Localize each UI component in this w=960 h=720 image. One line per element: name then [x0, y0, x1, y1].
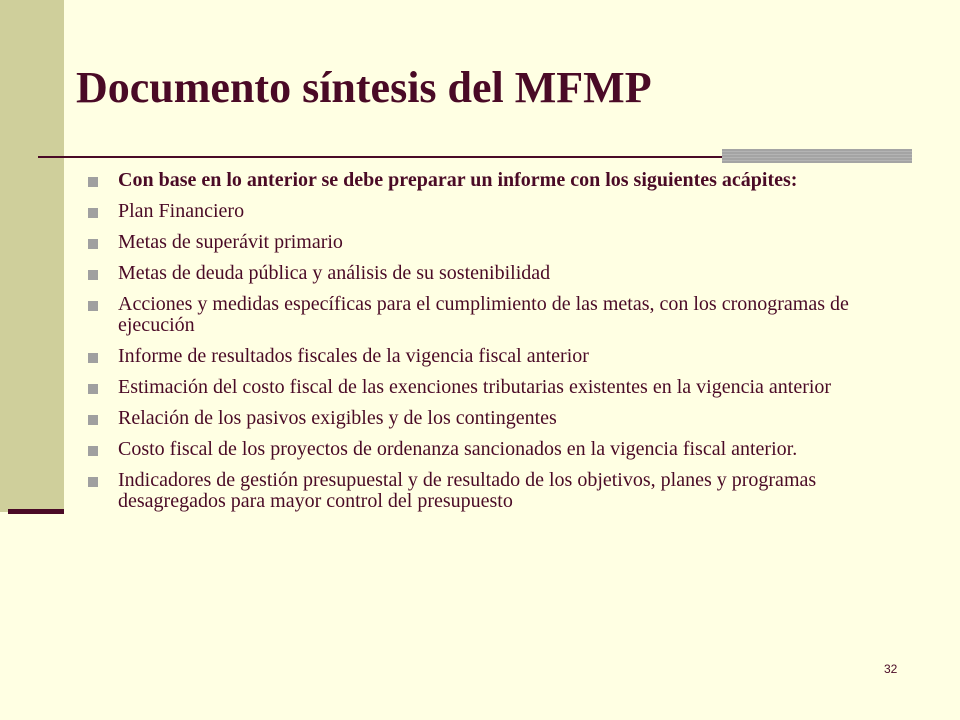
left-accent-band: [0, 0, 64, 512]
bullet-text: Informe de resultados fiscales de la vigencia fiscal anterior: [118, 345, 589, 367]
page-number: 32: [884, 662, 898, 676]
square-bullet-icon: [88, 239, 98, 249]
square-bullet-icon: [88, 384, 98, 394]
slide-title: Documento síntesis del MFMP: [76, 63, 652, 112]
title-underline-gray-block: [722, 149, 912, 163]
left-band-accent-bar: [8, 509, 64, 514]
square-bullet-icon: [88, 446, 98, 456]
bullet-item: [88, 439, 928, 460]
bullet-item: [88, 201, 928, 222]
bullet-text: Costo fiscal de los proyectos de ordenanza sancionados en la vigencia fiscal anterior.: [118, 438, 798, 460]
bullet-text: Relación de los pasivos exigibles y de los contingentes: [118, 407, 557, 429]
bullet-text: Con base en lo anterior se debe preparar un informe con los siguientes acápites:: [118, 169, 798, 191]
bullet-item: [88, 294, 928, 336]
bullet-item: [88, 170, 928, 191]
bullet-text: Metas de deuda pública y análisis de su sostenibilidad: [118, 262, 551, 284]
bullet-item: [88, 377, 928, 398]
square-bullet-icon: [88, 177, 98, 187]
bullet-item: [88, 408, 928, 429]
bullet-text: Plan Financiero: [118, 200, 245, 222]
square-bullet-icon: [88, 415, 98, 425]
bullet-list: [88, 170, 928, 522]
square-bullet-icon: [88, 208, 98, 218]
bullet-text: Estimación del costo fiscal de las exenciones tributarias existentes en la vigencia anterior: [118, 376, 832, 398]
bullet-text: Metas de superávit primario: [118, 231, 343, 253]
bullet-text: Indicadores de gestión presupuestal y de resultado de los objetivos, planes y programas desagregados para mayor control del presupuesto: [118, 469, 817, 512]
bullet-item: [88, 232, 928, 253]
square-bullet-icon: [88, 477, 98, 487]
bullet-item: [88, 346, 928, 367]
square-bullet-icon: [88, 270, 98, 280]
square-bullet-icon: [88, 353, 98, 363]
square-bullet-icon: [88, 301, 98, 311]
bullet-text: Acciones y medidas específicas para el cumplimiento de las metas, con los cronogramas de ejecución: [118, 293, 849, 336]
bullet-item: [88, 470, 928, 512]
bullet-item: [88, 263, 928, 284]
